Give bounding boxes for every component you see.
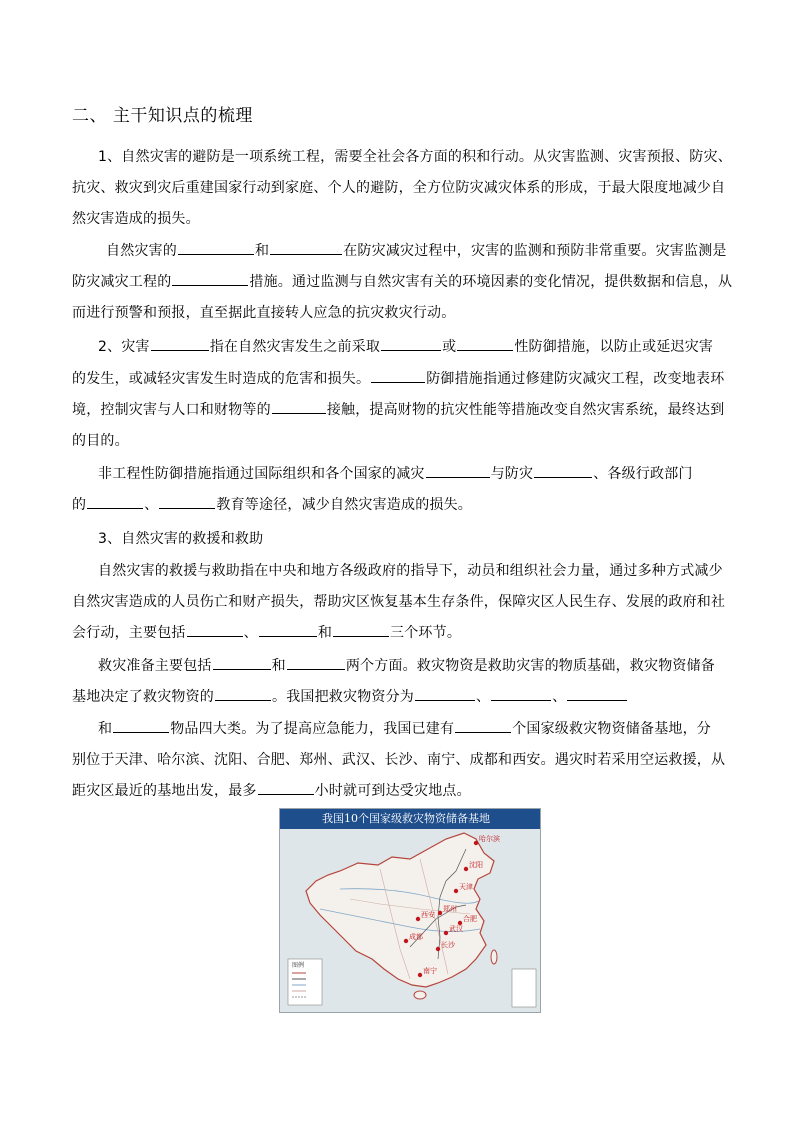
fill-blank[interactable] (272, 399, 326, 414)
legend-label: 图例 (292, 962, 305, 969)
city-dot (418, 973, 422, 977)
city-label: 哈尔滨 (479, 835, 500, 843)
section3-title: 3、自然灾害的救援和救助 (98, 531, 264, 547)
hainan-island (414, 991, 426, 999)
fill-blank[interactable] (415, 686, 475, 701)
text-run: 和 (271, 658, 286, 674)
text-run: 和 (255, 243, 270, 259)
fill-blank[interactable] (159, 494, 215, 509)
text-run: 的 (72, 497, 87, 513)
text-run: 和 (317, 625, 333, 641)
china-map-svg (280, 809, 541, 1013)
text-run: 基地决定了救灾物资的 (72, 689, 214, 705)
fill-blank[interactable] (259, 622, 317, 637)
text-run: 防御措施指通过修建防灾减灾工程，改变地表环 (426, 371, 725, 387)
city-label: 沈阳 (469, 861, 483, 869)
city-label: 天津 (459, 883, 473, 891)
taiwan-island (491, 950, 497, 964)
fill-blank[interactable] (534, 463, 592, 478)
text-run: 。我国把救灾物资分为 (272, 689, 414, 705)
city-dot (404, 939, 408, 943)
para3-line4: 的目的。 (72, 433, 129, 449)
city-dot (416, 917, 420, 921)
para1-line3: 然灾害造成的损失。 (72, 211, 200, 227)
fill-blank[interactable] (187, 622, 243, 637)
fill-blank[interactable] (371, 368, 425, 383)
map-title: 我国10个国家级救灾物资储备基地 (280, 809, 541, 829)
text-run: 两个方面。救灾物资是救助灾害的物质基础，救灾物资储备 (345, 658, 716, 674)
para6-line2 (72, 686, 628, 708)
para6-line3 (98, 718, 711, 740)
fill-blank[interactable] (87, 494, 143, 509)
text-run: 自然灾害的 (106, 243, 177, 259)
para6-line5 (72, 780, 471, 802)
text-run: 教育等途径，减少自然灾害造成的损失。 (216, 497, 473, 513)
text-run: 距灾区最近的基地出发，最多 (72, 783, 257, 799)
text-run: 境，控制灾害与人口和财物等的 (72, 402, 271, 418)
text-run: 物品四大类。为了提高应急能力，我国已建有 (170, 721, 455, 737)
text-run: 小时就可到达受灾地点。 (314, 783, 471, 799)
para5-line3 (72, 622, 461, 644)
section-heading: 二、 主干知识点的梳理 (72, 106, 253, 126)
city-label: 西安 (421, 911, 435, 919)
city-dot (438, 911, 442, 915)
south-sea-inset (512, 969, 536, 1007)
text-run: 的发生，或减轻灾害发生时造成的危害和损失。 (72, 371, 371, 387)
fill-blank[interactable] (113, 718, 169, 733)
text-run: 三个环节。 (390, 625, 462, 641)
text-run: 会行动，主要包括 (72, 625, 186, 641)
para1-line2: 抗灾、救灾到灾后重建国家行动到家庭、个人的避防，全方位防灾减灾体系的形成，于最大限度地减少自 (72, 180, 726, 196)
city-label: 合肥 (463, 915, 477, 923)
fill-blank[interactable] (567, 686, 627, 701)
para2-line2 (72, 271, 732, 293)
text-run: 非工程性防御措施指通过国际组织和各个国家的减灾 (98, 466, 425, 482)
city-label: 南宁 (423, 967, 437, 975)
text-run: 、 (552, 689, 567, 705)
para5-line2: 自然灾害造成的人员伤亡和财产损失，帮助灾区恢复基本生存条件，保障灾区人民生存、发展的政府和社 (72, 594, 726, 610)
text-run: 指在自然灾害发生之前采取 (209, 339, 381, 355)
para5-line1: 自然灾害的救援与救助指在中央和地方各级政府的指导下，动员和组织社会力量，通过多种方式减少 (98, 563, 723, 579)
fill-blank[interactable] (213, 655, 271, 670)
fill-blank[interactable] (491, 686, 551, 701)
reserve-bases-map (279, 808, 541, 1013)
text-run: 、 (144, 497, 159, 513)
fill-blank[interactable] (258, 780, 314, 795)
fill-blank[interactable] (455, 718, 511, 733)
para6-line4: 别位于天津、哈尔滨、沈阳、合肥、郑州、武汉、长沙、南宁、成都和西安。遇灾时若采用空运救援，从 (72, 752, 726, 768)
text-run: 措施。通过监测与自然灾害有关的环境因素的变化情况，提供数据和信息，从 (249, 274, 733, 290)
para4-line1 (98, 463, 693, 485)
text-run: 、 (243, 625, 258, 641)
para6-line1 (98, 655, 715, 677)
fill-blank[interactable] (287, 655, 345, 670)
fill-blank[interactable] (172, 271, 248, 286)
fill-blank[interactable] (178, 240, 254, 255)
text-run: 性防御措施，以防止或延迟灾害 (514, 339, 714, 355)
text-run: 救灾准备主要包括 (98, 658, 212, 674)
fill-blank[interactable] (151, 336, 209, 351)
city-label: 武汉 (449, 925, 463, 933)
city-dot (444, 931, 448, 935)
city-dot (454, 889, 458, 893)
text-run: 或 (442, 339, 457, 355)
fill-blank[interactable] (457, 336, 513, 351)
para2-line1 (106, 240, 727, 262)
city-label: 郑州 (443, 905, 457, 913)
city-dot (436, 947, 440, 951)
fill-blank[interactable] (215, 686, 271, 701)
text-run: 和 (98, 721, 113, 737)
city-dot (474, 841, 478, 845)
text-run: 2、灾害 (98, 339, 150, 355)
text-run: 、 (476, 689, 491, 705)
para3-line1 (98, 336, 713, 358)
para3-line3 (72, 399, 724, 421)
text-run: 接触，提高财物的抗灾性能等措施改变自然灾害系统，最终达到 (326, 402, 725, 418)
text-run: 、各级行政部门 (593, 466, 693, 482)
city-label: 长沙 (441, 941, 455, 949)
fill-blank[interactable] (333, 622, 389, 637)
para3-line2 (72, 368, 724, 390)
text-run: 防灾减灾工程的 (72, 274, 172, 290)
china-outline (306, 833, 494, 987)
para4-line2 (72, 494, 472, 516)
city-dot (464, 867, 468, 871)
fill-blank[interactable] (270, 240, 342, 255)
fill-blank[interactable] (381, 336, 441, 351)
fill-blank[interactable] (426, 463, 490, 478)
city-label: 成都 (409, 933, 423, 941)
text-run: 个国家级救灾物资储备基地，分 (512, 721, 712, 737)
text-run: 与防灾 (490, 466, 534, 482)
para2-line3: 而进行预警和预报，直至据此直接转人应急的抗灾救灾行动。 (72, 305, 456, 321)
para1-line1: 1、自然灾害的避防是一项系统工程，需要全社会各方面的积和行动。从灾害监测、灾害预报、防灾、 (98, 149, 732, 165)
text-run: 在防灾减灾过程中，灾害的监测和预防非常重要。灾害监测是 (343, 243, 727, 259)
